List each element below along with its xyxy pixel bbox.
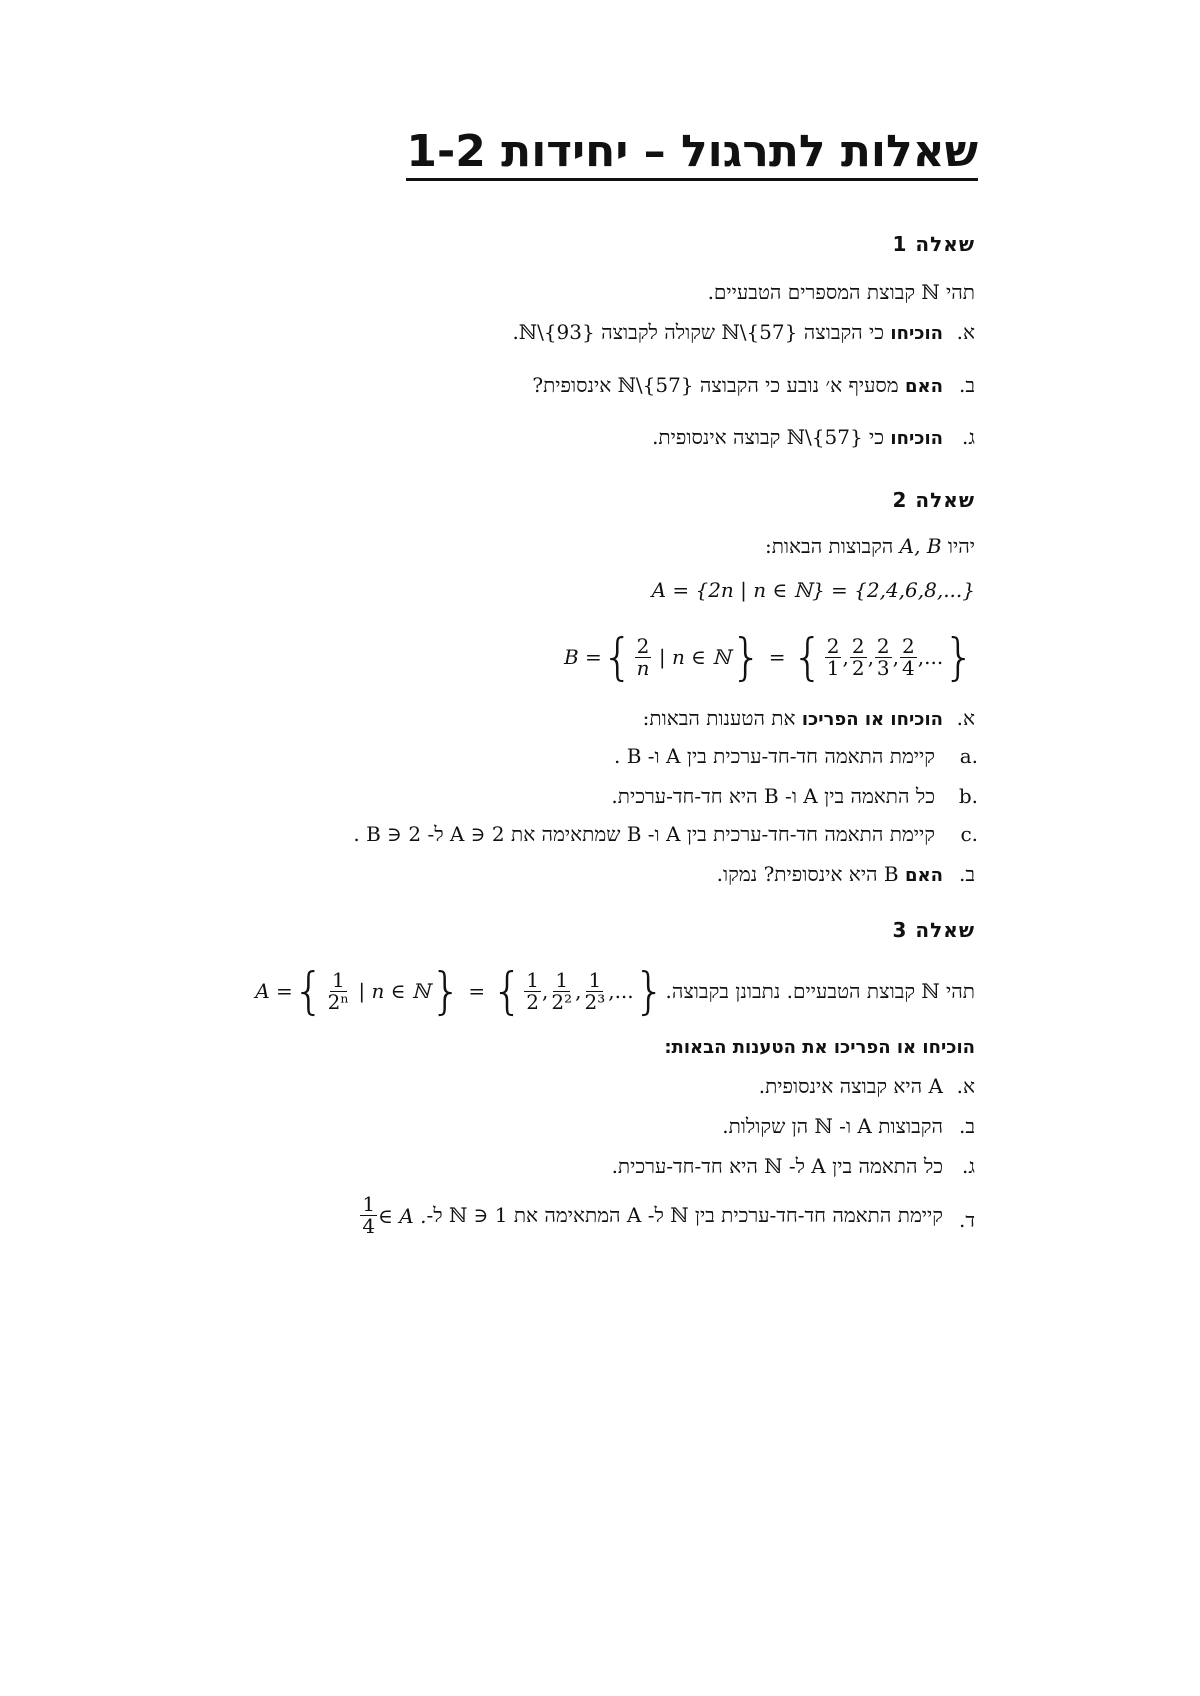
q2-set-b-lhs: B = xyxy=(563,645,602,669)
q2-set-a-formula: A = {2n | n ∈ ℕ} = {2,4,6,8,...} xyxy=(651,578,975,602)
q2-part-a xyxy=(643,706,943,731)
q3-item: כל התאמה בין A ל- ℕ היא חד-חד-ערכית. xyxy=(611,1154,943,1178)
q1-a-bold: הוכיחו xyxy=(890,323,943,344)
q1-a-set1: ℕ\{57} xyxy=(721,320,798,344)
q2-intro-text: יהיו xyxy=(941,534,975,558)
q1-part-a xyxy=(512,320,943,345)
q2-item: קיימת התאמה חד-חד-ערכית בין A ו- B שמתאימה את 2 ∈ A ל- 2 ∈ B . xyxy=(353,822,935,846)
q2-item-label: b. xyxy=(958,784,978,808)
q3-fraction: $\frac{1}{2}$ xyxy=(526,967,539,1014)
q1-b-bold: האם xyxy=(904,376,943,397)
q3-set-tail: ,... xyxy=(608,979,634,1003)
q3-prompt: הוכיחו או הפריכו את הטענות הבאות: xyxy=(664,1037,975,1058)
q2-fraction: $\frac{2}{3}$ xyxy=(876,633,890,680)
q2-set-b-tail: ,... xyxy=(917,645,944,669)
q3-set-lhs: A = xyxy=(255,979,293,1003)
q1-part-c xyxy=(652,425,943,450)
q2-a-text: את הטענות הבאות: xyxy=(642,706,802,730)
q1-c-text1: כי xyxy=(862,425,891,449)
q2-set-b: B = { $\frac{2}{n}$ | n ∈ ℕ } = { $\frac{2}{1}$ , $\frac{2}{2}$ , $\frac{2}{3}$ , $\frac{2}{4}$ ,... } xyxy=(563,628,975,686)
q2-set-b-brace-close: } xyxy=(730,628,763,686)
q3-label-d: ד. xyxy=(959,1208,975,1232)
q1-part-b xyxy=(532,373,943,398)
q2-set-a xyxy=(652,578,975,602)
q2-a-bold: הוכיחו או הפריכו xyxy=(801,709,943,730)
q3-item-label: ג. xyxy=(962,1154,975,1178)
q3-d-fraction: $\frac{1}{4}$ xyxy=(362,1192,376,1238)
question-3-heading: שאלה 3 xyxy=(892,918,975,942)
page-title: שאלות לתרגול – יחידות 1-2 xyxy=(406,128,978,181)
question-1-intro: תהי ℕ קבוצת המספרים הטבעיים. xyxy=(707,280,975,304)
q3-part-d xyxy=(359,1194,943,1237)
q3-generator-fraction: $\frac{1}{\text{2ⁿ}}$ xyxy=(327,967,350,1014)
q2-intro-end: הקבוצות הבאות: xyxy=(765,534,900,558)
q1-c-text2: קבוצה אינסופית. xyxy=(652,425,787,449)
q3-d-text: קיימת התאמה חד-חד-ערכית בין ℕ ל- A המתאימה את 1 ∈ ℕ ל- xyxy=(426,1203,943,1227)
q1-c-bold: הוכיחו xyxy=(890,428,943,449)
question-2-heading: שאלה 2 xyxy=(892,488,975,512)
q2-fraction: $\frac{2}{1}$ xyxy=(826,633,840,680)
q1-b-text1: מסעיף א׳ נובע כי הקבוצה xyxy=(693,373,905,397)
q2-fraction: $\frac{2}{2}$ xyxy=(851,633,865,680)
q1-b-text2: אינסופית? xyxy=(532,373,618,397)
q2-b-bold: האם xyxy=(904,865,943,886)
q2-item-label: c. xyxy=(960,822,978,846)
q1-label-b: ב. xyxy=(959,373,975,397)
question-1-heading: שאלה 1 xyxy=(892,232,975,256)
q1-label-a: א. xyxy=(956,320,975,344)
q3-d-tail: ∈ A . xyxy=(378,1203,427,1228)
q2-part-b xyxy=(717,862,943,887)
q3-set-formula: A = { $\frac{1}{\text{2ⁿ}}$ | n ∈ ℕ } = { $\frac{1}{2}$ , $\frac{1}{\text{2²}}$ , $\frac{1}{\text{2³}}$ ,... } . xyxy=(255,962,672,1020)
q2-item-label: a. xyxy=(959,744,978,768)
q3-set-end: . xyxy=(665,979,672,1003)
q1-c-set: ℕ\{57} xyxy=(786,425,863,449)
q1-a-set2: ℕ\{93} xyxy=(518,320,595,344)
q3-set-condition: n ∈ ℕ xyxy=(371,979,431,1003)
q3-item-label: א. xyxy=(956,1074,975,1098)
q2-set-b-generator-fraction: $\frac{2}{n}$ xyxy=(636,633,650,680)
q3-intro-text: תהי ℕ קבוצת הטבעיים. נתבונן בקבוצה xyxy=(671,978,975,1003)
q2-set-b-condition: n ∈ ℕ xyxy=(671,645,731,669)
q3-fraction: $\frac{1}{\text{2³}}$ xyxy=(584,967,606,1014)
q2-item: קיימת התאמה חד-חד-ערכית בין A ו- B . xyxy=(614,744,935,768)
question-2-intro xyxy=(765,534,975,559)
q2-set-b-brace-open: { xyxy=(601,628,634,686)
q3-item: A היא קבוצה אינסופית. xyxy=(758,1074,943,1098)
q1-b-set: ℕ\{57} xyxy=(617,373,694,397)
q2-b-text: B היא אינסופית? נמקו. xyxy=(716,862,905,886)
q3-item: הקבוצות A ו- ℕ הן שקולות. xyxy=(722,1114,943,1138)
q3-fraction: $\frac{1}{\text{2²}}$ xyxy=(551,967,573,1014)
q1-a-text2: שקולה לקבוצה xyxy=(594,320,722,344)
q1-label-c: ג. xyxy=(962,425,975,449)
q2-intro-sets: A, B xyxy=(899,534,942,558)
q2-fraction: $\frac{2}{4}$ xyxy=(902,633,915,680)
q2-label-a: א. xyxy=(956,706,975,730)
q1-a-text1: כי הקבוצה xyxy=(797,320,891,344)
q2-label-b: ב. xyxy=(959,862,975,886)
q1-a-end: . xyxy=(512,320,519,344)
question-3-intro xyxy=(255,962,975,1020)
q2-item: כל התאמה בין A ו- B היא חד-חד-ערכית. xyxy=(611,784,935,808)
q3-item-label: ב. xyxy=(959,1114,975,1138)
